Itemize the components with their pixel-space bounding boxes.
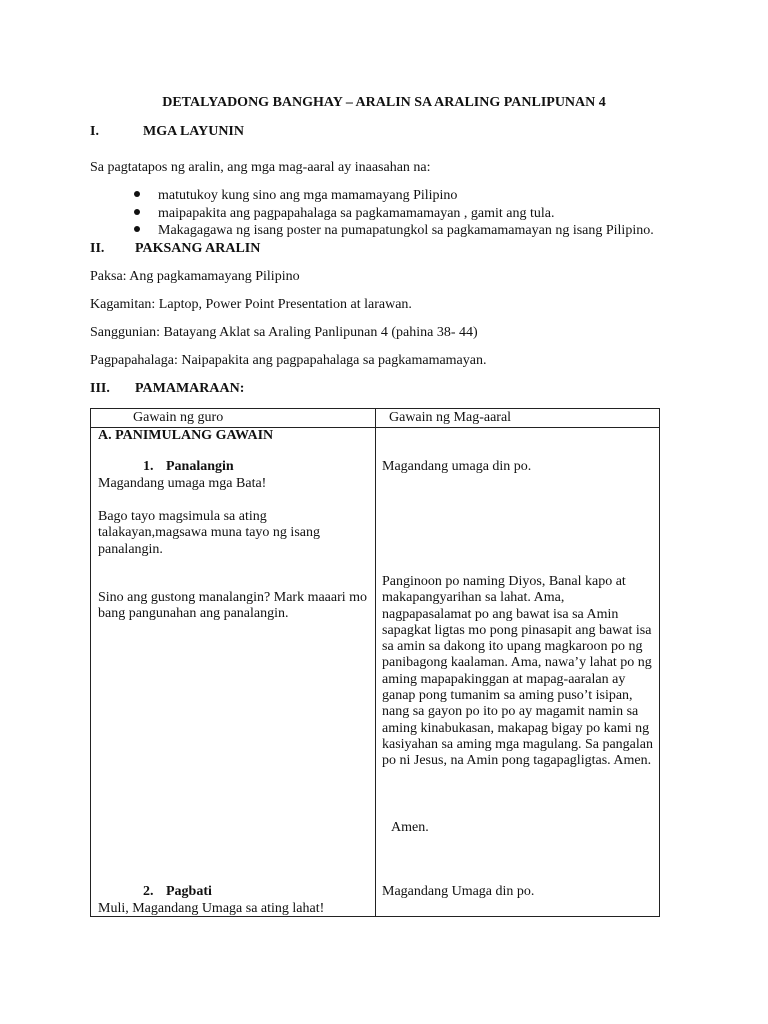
column-header-student: Gawain ng Mag-aaral bbox=[389, 410, 512, 425]
bullet-icon bbox=[134, 191, 140, 197]
section-number: III. bbox=[90, 381, 110, 396]
step-title: Pagbati bbox=[166, 884, 212, 899]
teacher-text: Magandang umaga mga Bata! bbox=[98, 476, 267, 491]
student-text: Magandang umaga din po. bbox=[382, 459, 532, 474]
activity-table bbox=[90, 408, 660, 917]
teacher-text: Sino ang gustong manalangin? Mark maaari mo bang pangunahan ang panalangin. bbox=[98, 590, 368, 622]
section-heading: PAKSANG ARALIN bbox=[135, 241, 261, 256]
sanggunian-line: Sanggunian: Batayang Aklat sa Araling Panlipunan 4 (pahina 38- 44) bbox=[90, 325, 478, 340]
step-number: 1. bbox=[143, 459, 154, 474]
table-divider bbox=[375, 409, 376, 916]
bullet-icon bbox=[134, 209, 140, 215]
objective-item: maipapakita ang pagpapahalaga sa pagkamamamayan , gamit ang tula. bbox=[158, 206, 555, 221]
bullet-icon bbox=[134, 226, 140, 232]
student-prayer: Panginoon po naming Diyos, Banal kapo at makapangyarihan sa lahat. Ama, nagpapasalamat po ang bawat isa sa Amin sapagkat ligtas mo pong pinasapit ang bawat isa sa amin sa dakong ito upang magkaroon po ng panibagong kaalaman. Ama, nawa’y lahat po ng aming mapapakinggan at mapag-aaralan ay ganap pong tumanim sa aming puso’t isipan, nang sa gayon po ito po ay magamit namin sa aming kinabukasan, makapag bigay po kami ng kasiyahan sa aming mga magulang. Sa pangalan po ni Jesus, na Amin pong tagapagligtas. Amen. bbox=[382, 574, 653, 769]
teacher-text: Bago tayo magsimula sa ating talakayan,magsawa muna tayo ng isang panalangin. bbox=[98, 509, 320, 557]
paksa-line: Paksa: Ang pagkamamayang Pilipino bbox=[90, 269, 300, 284]
section-heading: PAMAMARAAN: bbox=[135, 381, 245, 396]
kagamitan-line: Kagamitan: Laptop, Power Point Presentation at larawan. bbox=[90, 297, 412, 312]
objective-item: Makagagawa ng isang poster na pumapatungkol sa pagkamamamayan ng isang Pilipino. bbox=[158, 223, 654, 238]
student-text: Amen. bbox=[391, 820, 429, 835]
objective-item: matutukoy kung sino ang mga mamamayang Pilipino bbox=[158, 188, 458, 203]
part-heading: A. PANIMULANG GAWAIN bbox=[98, 428, 274, 443]
column-header-teacher: Gawain ng guro bbox=[133, 410, 224, 425]
section-heading: MGA LAYUNIN bbox=[143, 124, 244, 139]
section-number: I. bbox=[90, 124, 99, 139]
step-number: 2. bbox=[143, 884, 154, 899]
intro-text: Sa pagtatapos ng aralin, ang mga mag-aaral ay inaasahan na: bbox=[90, 160, 431, 175]
pagpapahalaga-line: Pagpapahalaga: Naipapakita ang pagpapahalaga sa pagkamamamayan. bbox=[90, 353, 487, 368]
student-text: Magandang Umaga din po. bbox=[382, 884, 535, 899]
step-title: Panalangin bbox=[166, 459, 234, 474]
document-title: DETALYADONG BANGHAY – ARALIN SA ARALING PANLIPUNAN 4 bbox=[162, 95, 606, 110]
teacher-text: Muli, Magandang Umaga sa ating lahat! bbox=[98, 901, 325, 916]
section-number: II. bbox=[90, 241, 105, 256]
